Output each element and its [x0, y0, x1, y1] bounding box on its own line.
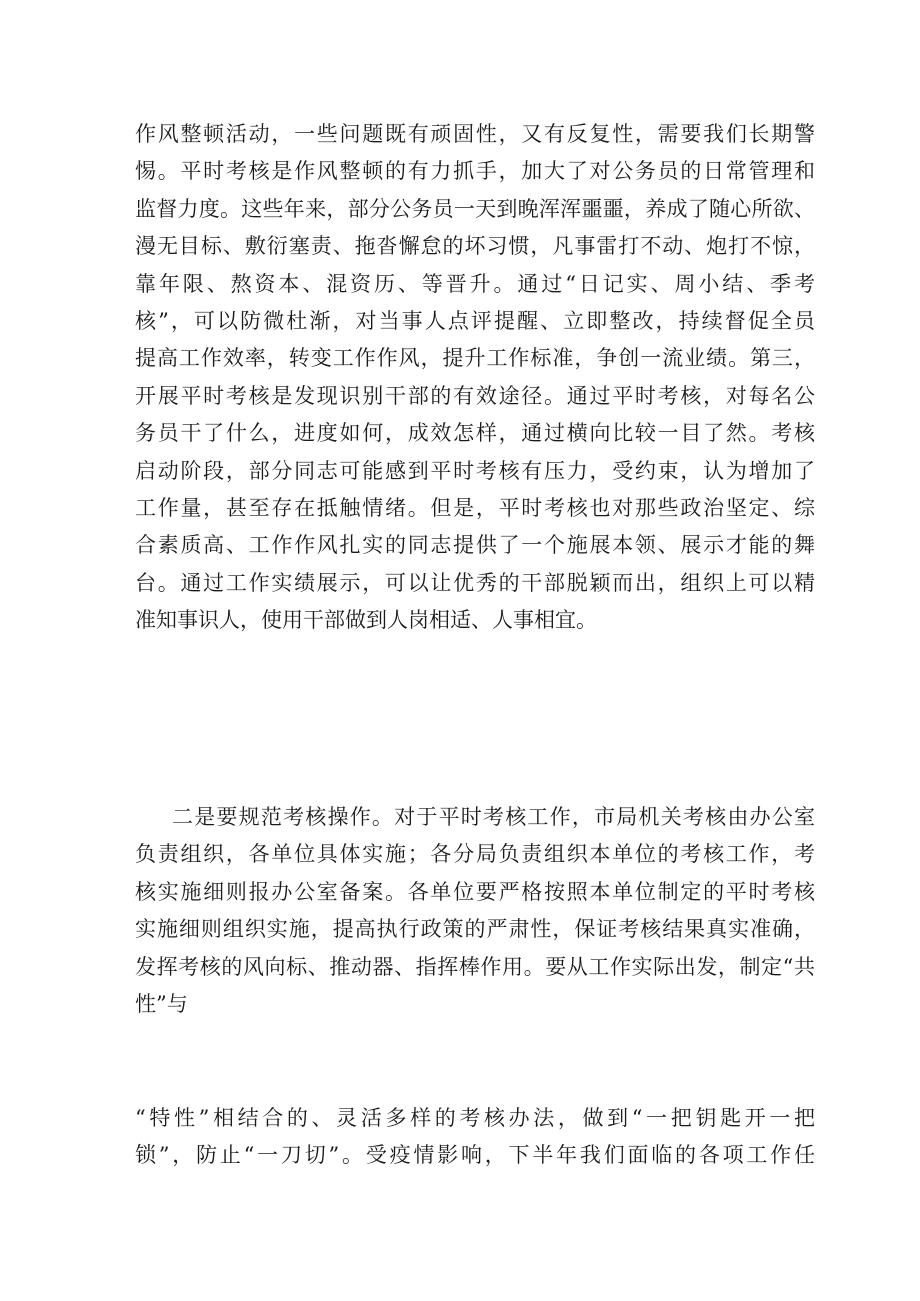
text-line: 提高工作效率，转变工作作风，提升工作标准，争创一流业绩。第三， [135, 346, 815, 371]
paragraph-3 [135, 1100, 815, 1175]
text-line: 二是要规范考核操作。对于平时考核工作，市局机关考核由办公室 [172, 805, 815, 829]
text-line: 惕。平时考核是作风整顿的有力抓手，加大了对公务员的日常管理和 [135, 159, 815, 184]
text-line: 性”与 [135, 991, 188, 1016]
text-line: 漫无目标、敷衍塞责、拖沓懈怠的坏习惯，凡事雷打不动、炮打不惊， [135, 234, 815, 259]
text-line: “特性”相结合的、灵活多样的考核办法，做到“一把钥匙开一把 [135, 1106, 815, 1130]
text-line: 负责组织，各单位具体实施；各分局负责组织本单位的考核工作，考 [135, 842, 815, 867]
text-line: 启动阶段，部分同志可能感到平时考核有压力，受约束，认为增加了 [135, 458, 815, 483]
paragraph-2 [135, 799, 815, 1023]
text-line: 靠年限、熬资本、混资历、等晋升。通过“日记实、周小结、季考 [135, 271, 815, 296]
text-line: 监督力度。这些年来，部分公务员一天到晚浑浑噩噩，养成了随心所欲、 [135, 196, 815, 221]
text-line: 台。通过工作实绩展示，可以让优秀的干部脱颖而出，组织上可以精 [135, 570, 815, 595]
text-line: 合素质高、工作作风扎实的同志提供了一个施展本领、展示才能的舞 [135, 533, 815, 558]
text-line: 核实施细则报办公室备案。各单位要严格按照本单位制定的平时考核 [135, 879, 815, 904]
text-line: 实施细则组织实施，提高执行政策的严肃性，保证考核结果真实准确， [135, 917, 815, 942]
paragraph-1 [135, 116, 815, 639]
text-line: 务员干了什么，进度如何，成效怎样，通过横向比较一目了然。考核 [135, 421, 815, 446]
text-line: 准知事识人，使用干部做到人岗相适、人事相宜。 [135, 608, 597, 633]
text-line: 锁”，防止“一刀切”。受疫情影响，下半年我们面临的各项工作任 [135, 1143, 815, 1168]
text-line: 发挥考核的风向标、推动器、指挥棒作用。要从工作实际出发，制定“共 [135, 954, 815, 979]
text-line: 核”，可以防微杜渐，对当事人点评提醒、立即整改，持续督促全员 [135, 308, 815, 333]
text-line: 作风整顿活动，一些问题既有顽固性，又有反复性，需要我们长期警 [135, 122, 815, 146]
text-line: 开展平时考核是发现识别干部的有效途径。通过平时考核，对每名公 [135, 383, 815, 408]
text-line: 工作量，甚至存在抵触情绪。但是，平时考核也对那些政治坚定、综 [135, 495, 815, 520]
